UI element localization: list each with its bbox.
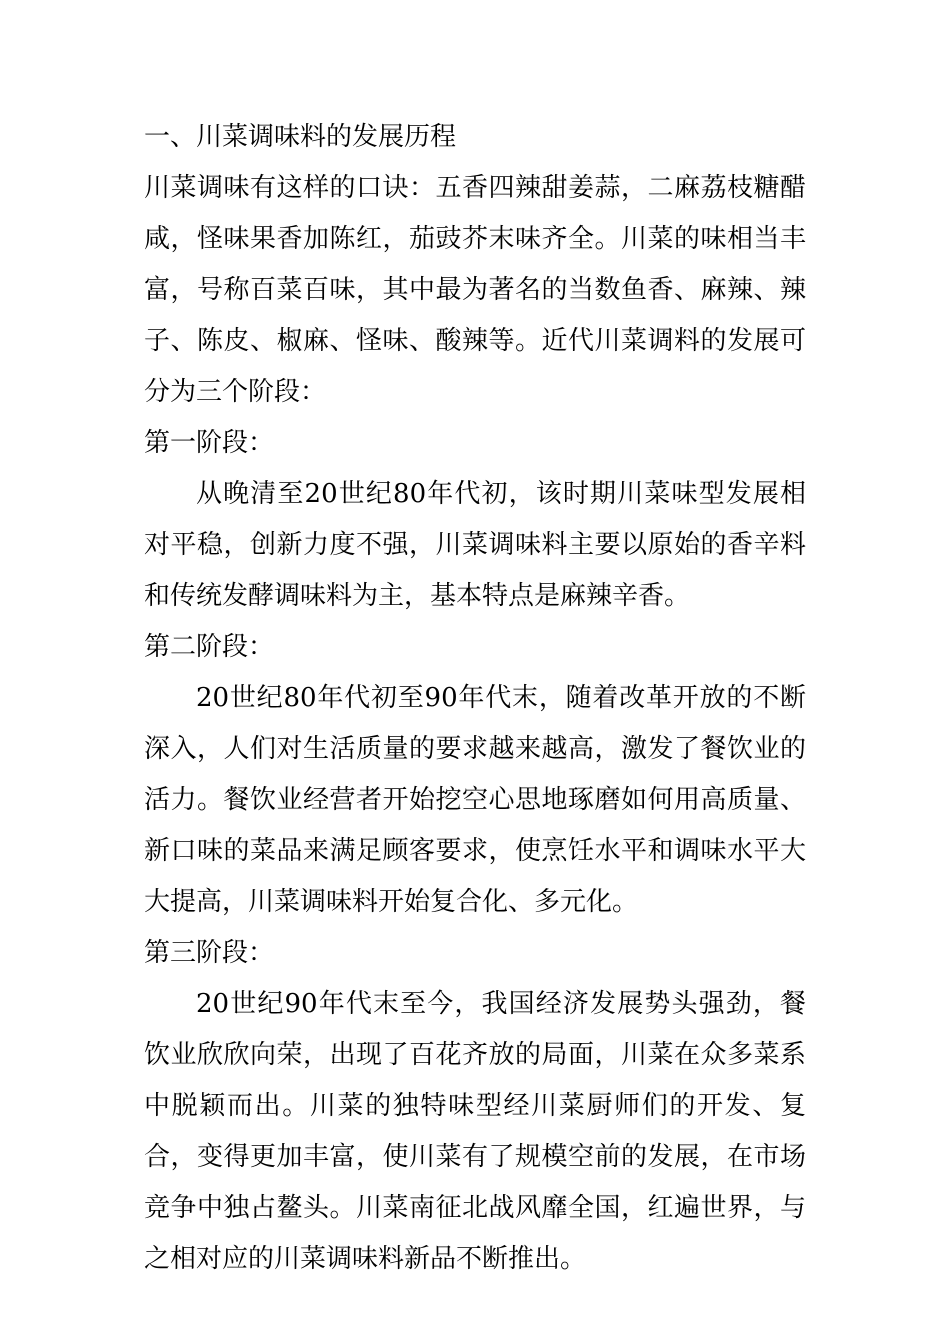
stage-1-heading: 第一阶段： <box>144 428 275 458</box>
stage-3-heading: 第三阶段： <box>144 938 275 968</box>
intro-paragraph: 川菜调味有这样的口诀：五香四辣甜姜蒜，二麻荔枝糖醋咸，怪味果香加陈红，茄豉芥末味齐全。川菜的味相当丰富，号称百菜百味，其中最为著名的当数鱼香、麻辣、辣子、陈皮、椒麻、怪味、酸辣等。近代川菜调料的发展可分为三个阶段： <box>144 173 806 407</box>
stage-3-paragraph: 20世纪90年代末至今，我国经济发展势头强劲，餐饮业欣欣向荣，出现了百花齐放的局面，川菜在众多菜系中脱颖而出。川菜的独特味型经川菜厨师们的开发、复合，变得更加丰富，使川菜有了规模空前的发展，在市场竞争中独占鳌头。川菜南征北战风靡全国，红遍世界，与之相对应的川菜调味料新品不断推出。 <box>144 989 806 1274</box>
stage-1-paragraph: 从晚清至20世纪80年代初，该时期川菜味型发展相对平稳，创新力度不强，川菜调味料主要以原始的香辛料和传统发酵调味料为主，基本特点是麻辣辛香。 <box>144 479 806 611</box>
stage-2-paragraph: 20世纪80年代初至90年代末，随着改革开放的不断深入，人们对生活质量的要求越来越高，激发了餐饮业的活力。餐饮业经营者开始挖空心思地琢磨如何用高质量、新口味的菜品来满足顾客要求，使烹饪水平和调味水平大大提高，川菜调味料开始复合化、多元化。 <box>144 683 806 917</box>
section-title: 一、川菜调味料的发展历程 <box>144 122 457 152</box>
stage-2-heading: 第二阶段： <box>144 632 275 662</box>
document-body <box>144 112 806 1285</box>
